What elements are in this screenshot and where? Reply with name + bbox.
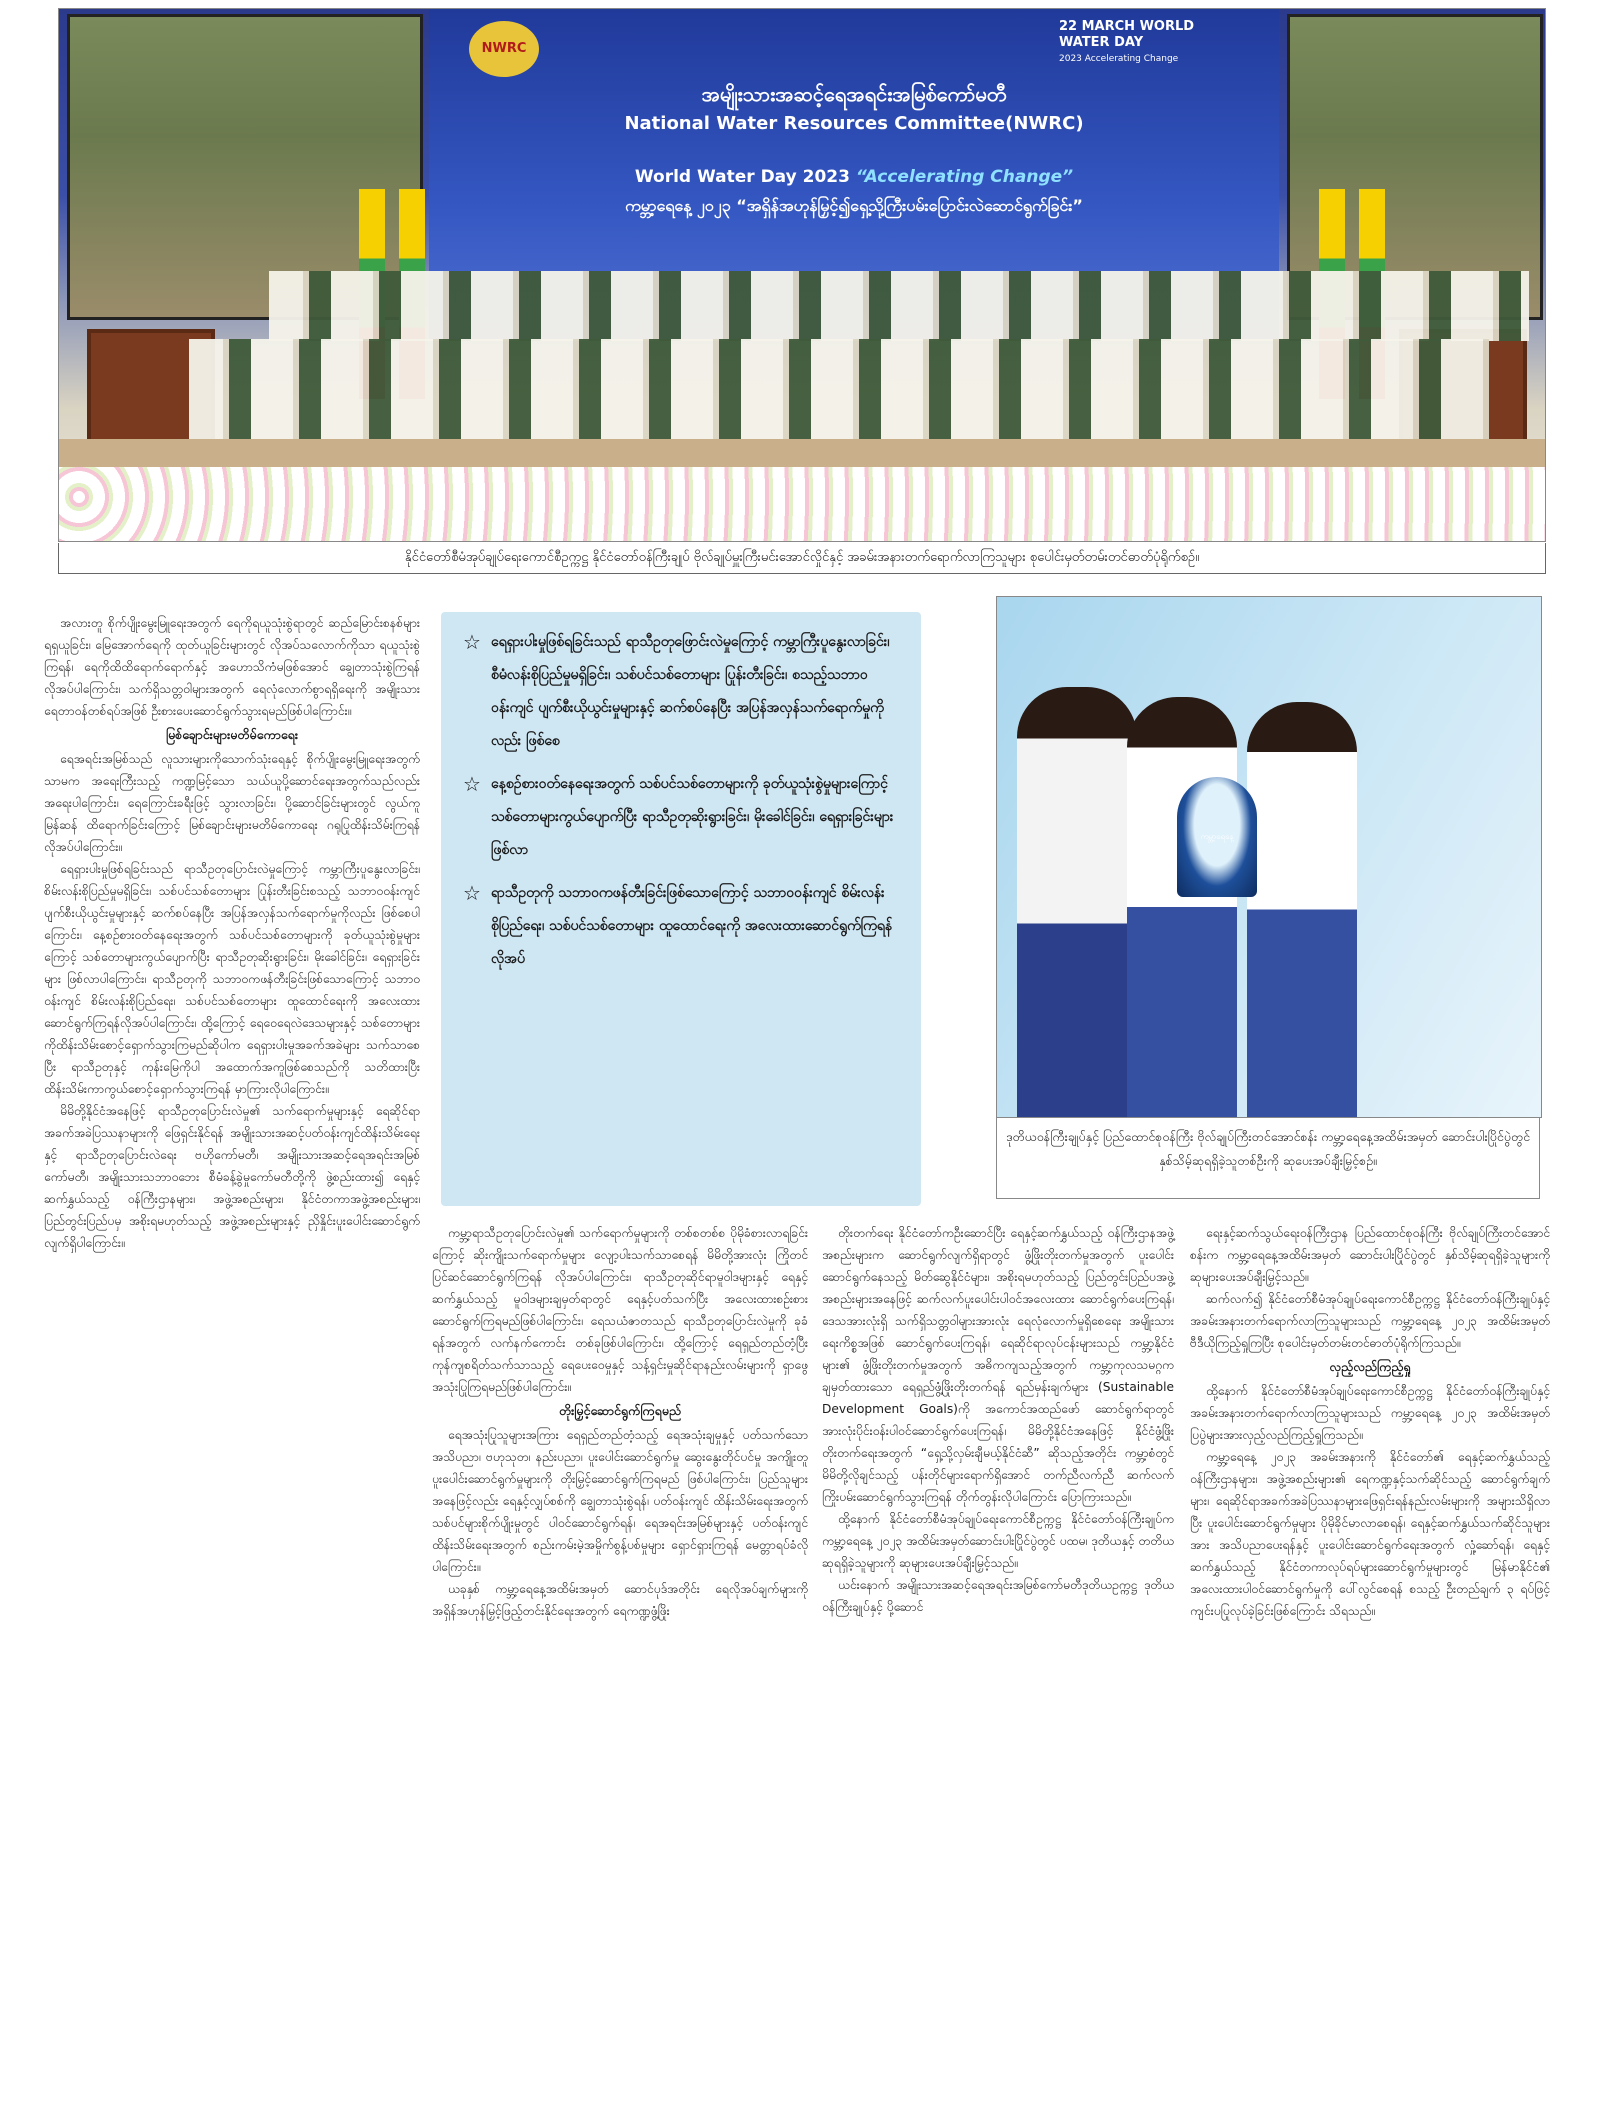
banner-title-en: National Water Resources Committee(NWRC) — [624, 113, 1084, 134]
group-photo — [58, 8, 1546, 542]
standing-row — [269, 271, 1529, 341]
photo-caption-right: ဒုတိယဝန်ကြီးချုပ်နှင့် ပြည်ထောင်စုဝန်ကြီး ဗိုလ်ချုပ်ကြီးတင်အောင်စန်း ကမ္ဘာ့ရေနေ့အထိမ်းအမှတ် ဆောင်းပါးပြိုင်ပွဲတွင် နှစ်သိမ့်ဆုရရှိခဲ့သူတစ်ဦးကို ဆုပေးအပ်ချီးမြှင့်စဉ်။ — [996, 1117, 1540, 1199]
person-minister — [1357, 647, 1537, 1117]
award-plaque: ကမ္ဘာ့ရေနေ့ — [1177, 777, 1257, 897]
paragraph: ရေအသုံးပြုသူများအကြား ရေရှည်တည်တံ့သည့် ရေအသုံးချမှုနှင့် ပတ်သက်သော အသိပညာ၊ ဗဟုသုတ၊ နည်းပညာ၊ ပူးပေါင်းဆောင်ရွက်မှု ဆွေးနွေးတိုင်ပင်မှု အကျိုးတူပူးပေါင်းဆောင်ရွက်မှုများကို တိုးမြှင့်ဆောင်ရွက်ကြရမည် ဖြစ်ပါကြောင်း၊ ပြည်သူများအနေဖြင့်လည်း ရေနှင့်လျှပ်စစ်ကို ချွေတာသုံးစွဲရန်၊ ပတ်ဝန်းကျင် ထိန်းသိမ်းရေးအတွက် သစ်ပင်များစိုက်ပျိုးမှုတွင် ပါဝင်ဆောင်ရွက်ရန်၊ ရေအရင်းအမြစ်များနှင့် ပတ်ဝန်းကျင်ထိန်းသိမ်းရေးအတွက် စည်းကမ်းမဲ့အမှိုက်စွန့်ပစ်မှုများ ရှောင်ရှားကြရန် မေတ္တာရပ်ခံလိုပါကြောင်း။ — [432, 1428, 808, 1574]
highlight-item: ☆ နေ့စဉ်စားဝတ်နေရေးအတွက် သစ်ပင်သစ်တောများကို ခုတ်ယူသုံးစွဲမှုများကြောင့် သစ်တောများကွယ်ပျောက်ပြီး ရာသီဥတုဆိုးရွားခြင်း၊ မိုးခေါင်ခြင်း၊ ရေရှားခြင်းများ ဖြစ်လာ — [463, 768, 903, 867]
person-awardee — [1017, 687, 1137, 1117]
highlight-box — [441, 612, 921, 1206]
paragraph: ကမ္ဘာ့ရာသီဥတုပြောင်းလဲမှု၏ သက်ရောက်မှုများကို တစ်စတစ်စ ပိုမိုခံစားလာရခြင်းကြောင့် ဆိုးကျိုးသက်ရောက်မှုများ လျော့ပါးသက်သာစေရန် မိမိတို့အားလုံး ကြိုတင်ပြင်ဆင်ဆောင်ရွက်ကြရန် လိုအပ်ပါကြောင်း၊ ရာသီဥတုဆိုင်ရာမူဝါဒများနှင့် ရေနှင့်ဆက်နွှယ်သည့် မူဝါဒများချမှတ်ရာတွင် ရေနှင့်ပတ်သက်ပြီး အလေးထားစဉ်းစား ဆောင်ရွက်ကြရမည်ဖြစ်ပါကြောင်း၊ ရေသယံဇာတသည် ရာသီဥတုပြောင်းလဲမှုကို ခုခံရန်အတွက် လက်နက်ကောင်း တစ်ခုဖြစ်ပါကြောင်း၊ ထို့ကြောင့် ရေရှည်တည်တံ့ပြီး ကုန်ကျစရိတ်သက်သာသည့် ရေပေးဝေမှုနှင့် သန့်ရှင်းမှုဆိုင်ရာနည်းလမ်းများကို ရှာဖွေအသုံးပြုကြရမည်ဖြစ်ပါကြောင်း။ — [432, 1226, 808, 1394]
person-presenter — [1127, 697, 1237, 1117]
paragraph: အလားတူ စိုက်ပျိုးမွေးမြူရေးအတွက် ရေကိုရယူသုံးစွဲရာတွင် ဆည်မြောင်းစနစ်များရရှယူခြင်း၊ မြေအောက်ရေကို ထုတ်ယူခြင်းများတွင် လိုအပ်သလောက်ကိုသာ ရယူသုံးစွဲကြရန်၊ ရေကိုထိထိရောက်ရောက်နှင့် အဟောသိကံမဖြစ်အောင် ချွေတာသုံးစွဲကြရန် လိုအပ်ပါကြောင်း၊ သက်ရှိသတ္တဝါများအတွက် ရေလုံလောက်စွာရရှိရေးကို အမျိုးသားရေတာဝန်တစ်ရပ်အဖြစ် ဦးစားပေးဆောင်ရွက်သွားရမည်ဖြစ်ပါကြောင်း။ — [44, 616, 420, 718]
subheading: တိုးမြှင့်ဆောင်ရွက်ကြရမည် — [558, 1403, 682, 1418]
person-presenter — [1247, 702, 1357, 1117]
paragraph: ရေးနှင့်ဆက်သွယ်ရေးဝန်ကြီးဌာန ပြည်ထောင်စုဝန်ကြီး ဗိုလ်ချုပ်ကြီးတင်အောင်စန်းက ကမ္ဘာ့ရေနေ့အထိမ်းအမှတ် ဆောင်းပါးပြိုင်ပွဲတွင် နှစ်သိမ့်ဆုရရှိခဲ့သူများကို ဆုများပေးအပ်ချီးမြှင့်သည်။ — [1190, 1226, 1550, 1284]
award-photo — [996, 596, 1542, 1118]
article-column-1 — [44, 612, 420, 1254]
paragraph: ကမ္ဘာ့ရေနေ့ ၂၀၂၃ အခမ်းအနားကို နိုင်ငံတော်၏ ရေနှင့်ဆက်နွှယ်သည့် ဝန်ကြီးဌာနများ၊ အဖွဲ့အစည်းများ၏ ရေကဏ္ဍနှင့်သက်ဆိုင်သည့် ဆောင်ရွက်ချက်များ၊ ရေဆိုင်ရာအခက်အခဲပြဿနာများဖြေရှင်းရန်နည်းလမ်းများကို အများသိရှိလာပြီး ပူးပေါင်းဆောင်ရွက်မှုများ ပိုမိုခိုင်မာလာစေရန်၊ ရေနှင့်ဆက်နွှယ်သက်ဆိုင်သူများအား အသိပညာပေးရန်နှင့် ပူးပေါင်းဆောင်ရွက်ရေးအတွက် လှုံ့ဆော်ရန်၊ ရေနှင့်ဆက်နွှယ်သည့် နိုင်ငံတကာလုပ်ရပ်များဆောင်ရွက်မှုများတွင် မြန်မာနိုင်ငံ၏ အလေးထားပါဝင်ဆောင်ရွက်မှုကို ပေါ်လွင်စေရန် စသည့် ဦးတည်ချက် ၃ ရပ်ဖြင့် ကျင်းပပြုလုပ်ခဲ့ခြင်းဖြစ်ကြောင်း သိရသည်။ — [1190, 1450, 1550, 1618]
banner-event-mm: ကမ္ဘာ့ရေနေ့ ၂၀၂၃ “အရှိန်အဟုန်မြှင့်၍ရှေ့သို့ကြီးပမ်းပြောင်းလဲဆောင်ရွက်ခြင်း” — [625, 196, 1083, 215]
photo-caption-top: နိုင်ငံတော်စီမံအုပ်ချုပ်ရေးကောင်စီဥက္ကဋ္ဌ နိုင်ငံတော်ဝန်ကြီးချုပ် ဗိုလ်ချုပ်မှူးကြီးမင်းအောင်လှိုင်နှင့် အခမ်းအနားတက်ရောက်လာကြသူများ စုပေါင်းမှတ်တမ်းတင်ဓာတ်ပုံရိုက်စဉ်။ — [58, 543, 1546, 574]
world-water-day-logo: 22 MARCH WORLD WATER DAY 2023 Accelerating Change — [1059, 19, 1195, 64]
paragraph: မိမိတို့နိုင်ငံအနေဖြင့် ရာသီဥတုပြောင်းလဲမှု၏ သက်ရောက်မှုများနှင့် ရေဆိုင်ရာ အခက်အခဲပြဿနာများကို ဖြေရှင်းနိုင်ရန် အမျိုးသားအဆင့်ပတ်ဝန်းကျင်ထိန်းသိမ်းရေးနှင့် ရာသီဥတုပြောင်းလဲရေး ဗဟိုကော်မတီ၊ အမျိုးသားအဆင့်ရေအရင်းအမြစ်ကော်မတီ၊ အမျိုးသားသဘာဝဘေး စီမံခန့်ခွဲမှုကော်မတီတို့ကို ဖွဲ့စည်းထား၍ ရေနှင့်ဆက်နွှယ်သည့် ဝန်ကြီးဌာနများ၊ အဖွဲ့အစည်းများ၊ နိုင်ငံတကာအဖွဲ့အစည်းများ၊ ပြည်တွင်းပြည်ပမှ အစိုးရမဟုတ်သည့် အဖွဲ့အစည်းများနှင့် ညှိနှိုင်းပူးပေါင်းဆောင်ရွက်လျက်ရှိပါကြောင်း။ — [44, 1104, 420, 1250]
subheading: လှည့်လည်ကြည့်ရှု — [1329, 1359, 1411, 1374]
article-column-2 — [432, 1222, 808, 1622]
paragraph: ထို့နောက် နိုင်ငံတော်စီမံအုပ်ချုပ်ရေးကောင်စီဥက္ကဋ္ဌ နိုင်ငံတော်ဝန်ကြီးချုပ်နှင့် အခမ်းအနားတက်ရောက်လာကြသူများသည် ကမ္ဘာ့ရေနေ့ ၂၀၂၃ အထိမ်းအမှတ် ပြပွဲများအားလှည့်လည်ကြည့်ရှုကြသည်။ — [1190, 1384, 1550, 1442]
article-column-4 — [1190, 1222, 1550, 1622]
article-column-3 — [822, 1222, 1174, 1618]
highlight-item: ☆ ရေရှားပါးမှုဖြစ်ရခြင်းသည် ရာသီဥတုဖြောင်းလဲမှုကြောင့် ကမ္ဘာကြီးပူနွေးလာခြင်း၊ စီမံလန်းစိုပြည်မှုမရှိခြင်း၊ သစ်ပင်သစ်တောများ ပြုန်းတီးခြင်း၊ စသည့်သဘာဝဝန်းကျင် ပျက်စီးယိုယွင်းမှုများနှင့် ဆက်စပ်နေပြီး အပြန်အလှန်သက်ရောက်မှုကိုလည်း ဖြစ်စေ — [463, 626, 903, 758]
paragraph: ဆက်လက်၍ နိုင်ငံတော်စီမံအုပ်ချုပ်ရေးကောင်စီဥက္ကဋ္ဌ နိုင်ငံတော်ဝန်ကြီးချုပ်နှင့် အခမ်းအနားတက်ရောက်လာကြသူများသည် ကမ္ဘာ့ရေနေ့ ၂၀၂၃ အထိမ်းအမှတ် ဗီဒီယိုကြည့်ရှုကြပြီး စုပေါင်းမှတ်တမ်းတင်ဓာတ်ပုံရိုက်ကြသည်။ — [1190, 1292, 1550, 1350]
paragraph: ယခုနှစ် ကမ္ဘာ့ရေနေ့အထိမ်းအမှတ် ဆောင်ပုဒ်အတိုင်း ရေလိုအပ်ချက်များကို အရှိန်အဟုန်မြှင့်ဖြည့်တင်းနိုင်ရေးအတွက် ရေကဏ္ဍဖွံ့ဖြိုး — [432, 1582, 808, 1618]
banner-event: World Water Day 2023 “Accelerating Change” — [634, 167, 1074, 187]
nwrc-logo: NWRC — [469, 21, 539, 77]
banner-title-mm: အမျိုးသားအဆင့်ရေအရင်းအမြစ်ကော်မတီ — [701, 82, 1007, 106]
seated-row — [189, 339, 1489, 449]
paragraph: ရေရှားပါးမှုဖြစ်ရခြင်းသည် ရာသီဥတုပြောင်းလဲမှုကြောင့် ကမ္ဘာကြီးပူနွေးလာခြင်း၊ စိမ်းလန်းစိုပြည်မှုမရှိခြင်း၊ သစ်ပင်သစ်တောများ ပြုန်းတီးခြင်းစသည့် သဘာဝဝန်းကျင် ပျက်စီးယိုယွင်းမှုများနှင့် ဆက်စပ်နေပြီး အပြန်အလှန်သက်ရောက်မှုကိုလည်း ဖြစ်စေပါကြောင်း၊ နေ့စဉ်စားဝတ်နေရေးအတွက် သစ်ပင်သစ်တောများကို ခုတ်ယူသုံးစွဲမှုများကြောင့် သစ်တောများကွယ်ပျောက်ပြီး ရာသီဥတုဆိုးရွားခြင်း၊ မိုးခေါင်ခြင်း၊ ရေရှားခြင်းများ ဖြစ်လာပါကြောင်း၊ ရာသီဥတုကို သဘာဝကဖန်တီးခြင်းဖြစ်သောကြောင့် သဘာဝဝန်းကျင် စိမ်းလန်းစိုပြည်ရေး၊ သစ်ပင်သစ်တောများ ထူထောင်ရေးကို အလေးထားဆောင်ရွက်ကြရန်လိုအပ်ပါကြောင်း၊ ထို့ကြောင့် ရေဝေရေလဲဒေသများနှင့် သစ်တောများကိုထိန်းသိမ်းစောင့်ရှောက်သွားကြမည်ဆိုပါက ရေရှားပါးမှုအခက်အခဲများ သက်သာစေပြီး ရာသီဥတုနှင့် ကုန်းမြေကိုပါ အထောက်အကူဖြစ်စေသည်ကို သတိထားပြီး ထိန်းသိမ်းကာကွယ်စောင့်ရှောက်သွားကြရန် မှာကြားလိုပါကြောင်း။ — [44, 862, 420, 1096]
star-icon: ☆ — [463, 881, 481, 905]
flower-arrangement — [59, 467, 1545, 541]
subheading: မြစ်ချောင်းများမတိမ်ကောရေး — [165, 727, 298, 742]
paragraph: ရေအရင်းအမြစ်သည် လူသားများကိုသောက်သုံးရေနှင့် စိုက်ပျိုးမွေးမြူရေးအတွက် သာမက အရေးကြီးသည့် ကဏ္ဍမြင့်သော သယ်ယူပို့ဆောင်ရေးအတွက်သည်လည်း အရေးပါကြောင်း၊ ရေကြောင်းခရီးဖြင့် သွားလာခြင်း၊ ပို့ဆောင်ခြင်းများတွင် လွယ်ကူမြန်ဆန် ထိရောက်ခြင်းကြောင့် မြစ်ချောင်းများမတိမ်ကောရေး ဂရုပြုထိန်းသိမ်းကြရန် လိုအပ်ပါကြောင်း။ — [44, 752, 420, 854]
star-icon: ☆ — [463, 772, 481, 796]
paragraph: ထို့နောက် နိုင်ငံတော်စီမံအုပ်ချုပ်ရေးကောင်စီဥက္ကဋ္ဌ နိုင်ငံတော်ဝန်ကြီးချုပ်က ကမ္ဘာ့ရေနေ့ ၂၀၂၃ အထိမ်းအမှတ်ဆောင်းပါးပြိုင်ပွဲတွင် ပထမ၊ ဒုတိယနှင့် တတိယဆုရရှိခဲ့သူများကို ဆုများပေးအပ်ချီးမြှင့်သည်။ — [822, 1512, 1174, 1570]
highlight-item: ☆ ရာသီဥတုကို သဘာဝကဖန်တီးခြင်းဖြစ်သောကြောင့် သဘာဝဝန်းကျင် စိမ်းလန်းစိုပြည်ရေး၊ သစ်ပင်သစ်တောများ ထူထောင်ရေးကို အလေးထားဆောင်ရွက်ကြရန် လိုအပ် — [463, 877, 903, 976]
paragraph: တိုးတက်ရေး နိုင်ငံတော်ကဦးဆောင်ပြီး ရေနှင့်ဆက်နွှယ်သည့် ဝန်ကြီးဌာနအဖွဲ့အစည်းများက ဆောင်ရွက်လျက်ရှိရာတွင် ဖွံ့ဖြိုးတိုးတက်မှုအတွက် ပူးပေါင်းဆောင်ရွက်နေသည့် မိတ်ဆွေနိုင်ငံများ၊ အစိုးရမဟုတ်သည့် ပြည်တွင်းပြည်ပအဖွဲ့အစည်းများအနေဖြင့် ဆက်လက်ပူးပေါင်းပါဝင်အလေးထား ဆောင်ရွက်ပေးကြရန်၊ ဒေသအားလုံးရှိ သက်ရှိသတ္တဝါများအားလုံး ရေလုံလောက်မှုရှိစေရေး အမျိုးသားရေးကိစ္စအဖြစ် ဆောင်ရွက်ပေးကြရန်၊ ရေဆိုင်ရာလုပ်ငန်းများသည် ကမ္ဘာ့နိုင်ငံများ၏ ဖွံ့ဖြိုးတိုးတက်မှုအတွက် အဓိကကျသည့်အတွက် ကမ္ဘာ့ကုလသမဂ္ဂက ချမှတ်ထားသော ရေရှည်ဖွံ့ဖြိုးတိုးတက်ရန် ရည်မှန်းချက်များ (Sustainable Development Goals)ကို အကောင်အထည်ဖော် ဆောင်ရွက်ရာတွင် အားလုံးပိုင်းဝန်းပါဝင်ဆောင်ရွက်ပေးကြရန်၊ မိမိတို့နိုင်ငံအနေဖြင့် နိုင်ငံဖွံ့ဖြိုးတိုးတက်ရေးအတွက် “ရှေ့သို့လှမ်းချီမယ့်နိုင်ငံဆီ” ဆိုသည့်အတိုင်း ကမ္ဘာ့စံတွင် မိမိတို့လိုချင်သည့် ပန်းတိုင်များရောက်ရှိအောင် တက်ညီလက်ညီ ဆက်လက်ကြိုးပမ်းဆောင်ရွက်သွားကြရန် တိုက်တွန်းလိုပါကြောင်း ပြောကြားသည်။ — [822, 1226, 1174, 1504]
paragraph: ယင်းနောက် အမျိုးသားအဆင့်ရေအရင်းအမြစ်ကော်မတီဒုတိယဥက္ကဋ္ဌ ဒုတိယဝန်ကြီးချုပ်နှင့် ပို့ဆောင် — [822, 1578, 1174, 1614]
star-icon: ☆ — [463, 630, 481, 654]
